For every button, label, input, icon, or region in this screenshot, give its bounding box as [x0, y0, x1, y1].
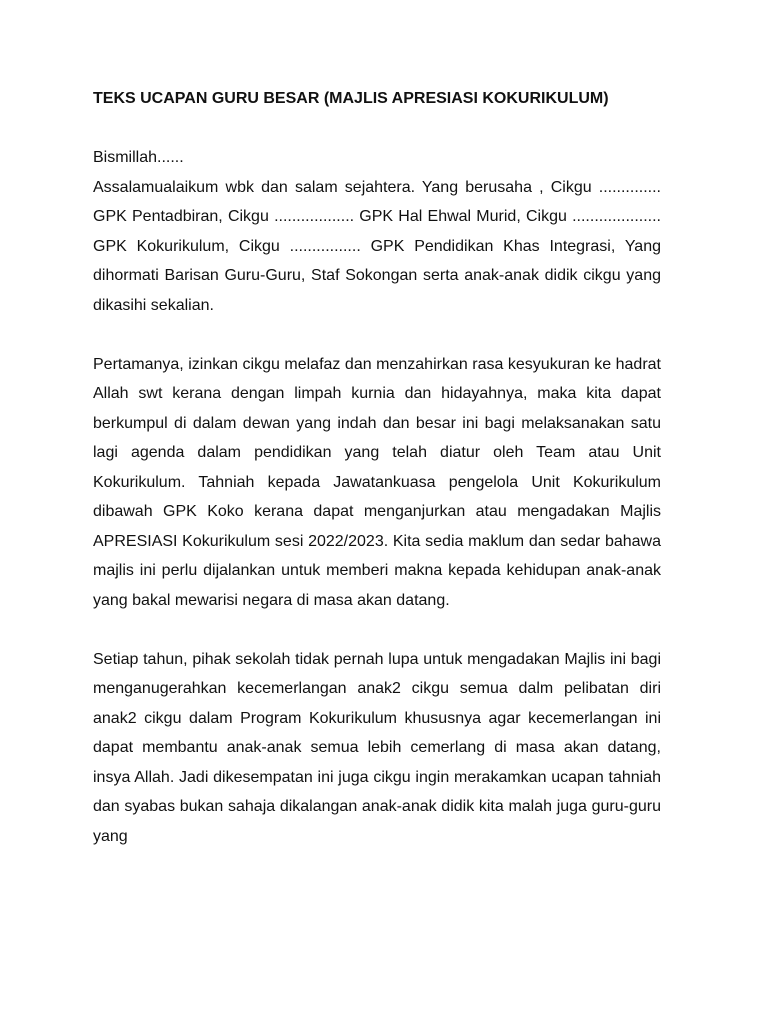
opening-line: Bismillah...... [93, 149, 184, 166]
document-body [93, 84, 661, 851]
paragraph-greeting: Assalamualaikum wbk dan salam sejahtera. Yang berusaha , Cikgu .............. GPK Pentadbiran, Cikgu .................. GPK Hal Ehwal Murid, Cikgu .................... GPK Kokurikulum, Cikgu ................ GPK Pendidikan Khas Integrasi, Yang dihormati Barisan Guru-Guru, Staf Sokongan serta anak-anak didik cikgu yang dikasihi sekalian. [93, 178, 661, 314]
document-title: TEKS UCAPAN GURU BESAR (MAJLIS APRESIASI KOKURIKULUM) [93, 90, 609, 107]
paragraph-gratitude: Pertamanya, izinkan cikgu melafaz dan menzahirkan rasa kesyukuran ke hadrat Allah swt kerana dengan limpah kurnia dan hidayahnya, maka kita dapat berkumpul di dalam dewan yang indah dan besar ini bagi melaksanakan satu lagi agenda dalam pendidikan yang telah diatur oleh Team atau Unit Kokurikulum. Tahniah kepada Jawatankuasa pengelola Unit Kokurikulum dibawah GPK Koko kerana dapat menganjurkan atau mengadakan Majlis APRESIASI Kokurikulum sesi 2022/2023. Kita sedia maklum dan sedar bahawa majlis ini perlu dijalankan untuk memberi makna kepada kehidupan anak-anak yang bakal mewarisi negara di masa akan datang. [93, 355, 661, 609]
paragraph-annual-ceremony: Setiap tahun, pihak sekolah tidak pernah lupa untuk mengadakan Majlis ini bagi menganugerahkan kecemerlangan anak2 cikgu semua dalm pelibatan diri anak2 cikgu dalam Program Kokurikulum khususnya agar kecemerlangan ini dapat membantu anak-anak semua lebih cemerlang di masa akan datang, insya Allah. Jadi dikesempatan ini juga cikgu ingin merakamkan ucapan tahniah dan syabas bukan sahaja dikalangan anak-anak didik kita malah juga guru-guru yang [93, 650, 661, 845]
